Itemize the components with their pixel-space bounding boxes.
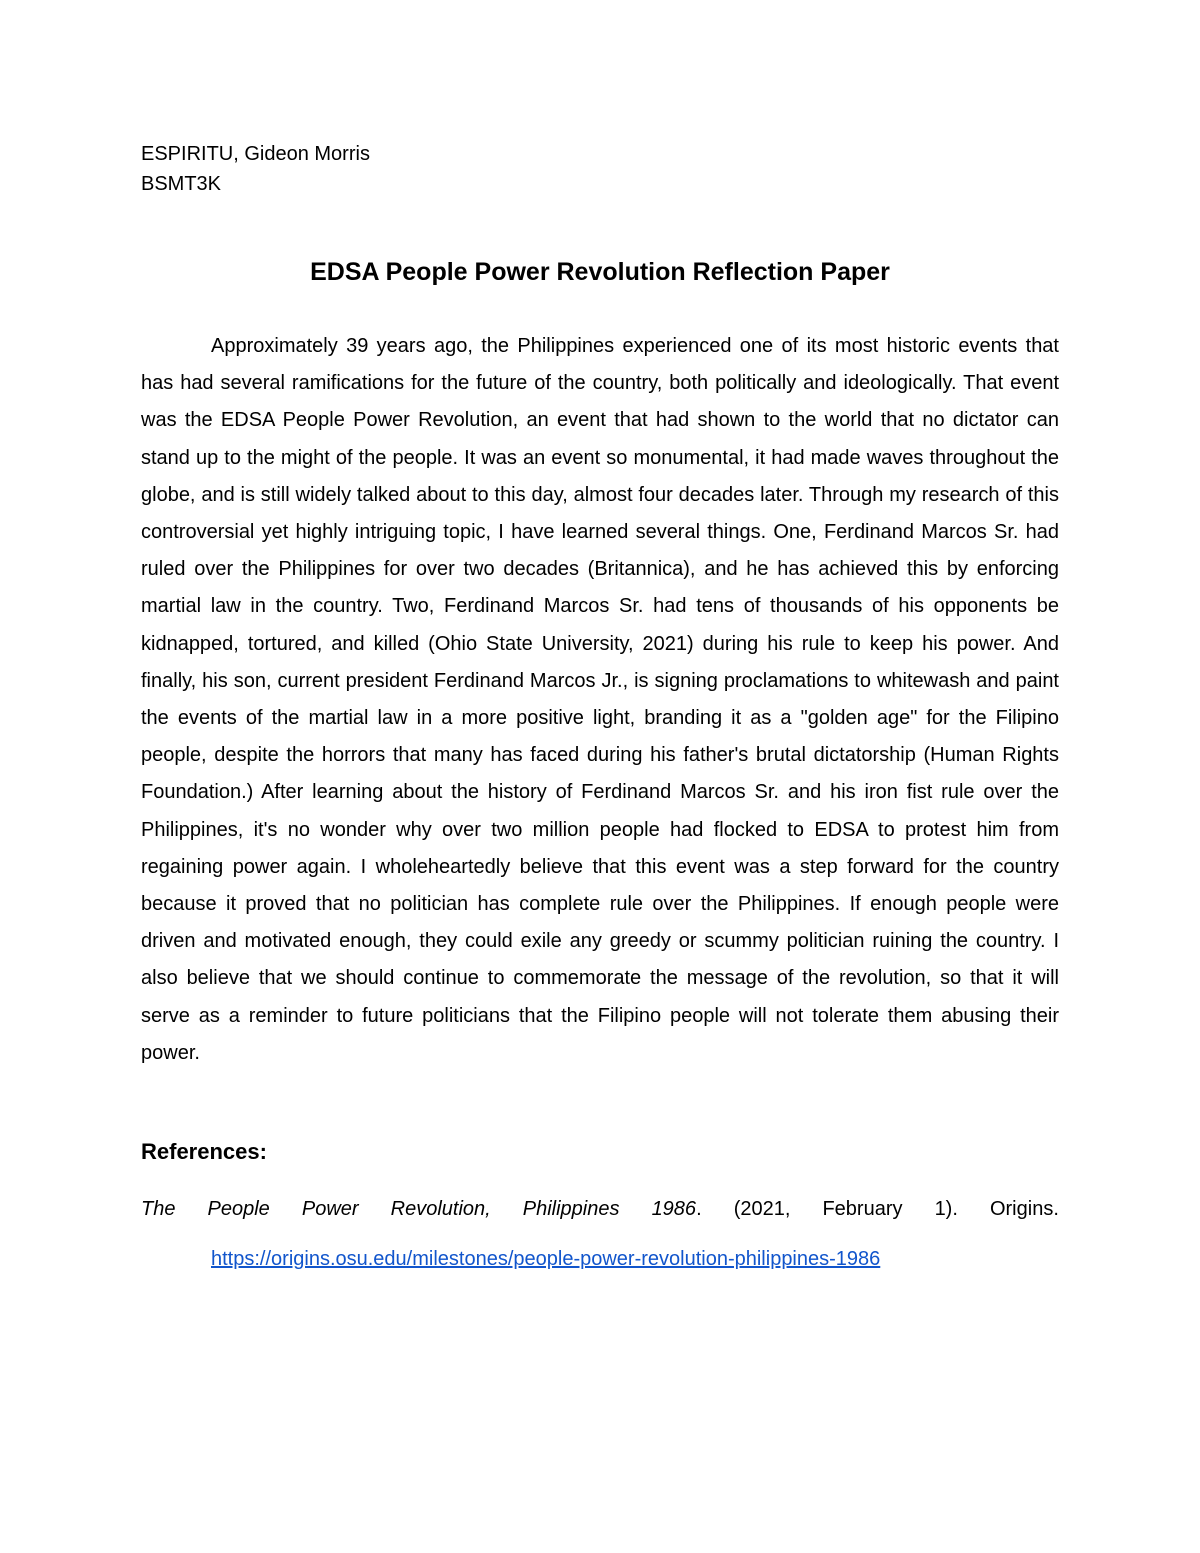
reference-publisher: Origins. xyxy=(989,1198,1059,1220)
paper-title: EDSA People Power Revolution Reflection Paper xyxy=(310,258,890,286)
section-code: BSMT3K xyxy=(141,173,222,195)
reference-title-word: People xyxy=(207,1198,270,1220)
reference-title-word: Philippines xyxy=(522,1198,620,1220)
reference-url-line xyxy=(141,1245,1059,1274)
body-paragraph: Approximately 39 years ago, the Philippines experienced one of its most historic events that has had several ramifications for the future of the country, both politically and ideologically. That event was the EDSA People Power Revolution, an event that had shown to the world that no dictator can stand up to the might of the people. It was an event so monumental, it had made waves throughout the globe, and is still widely talked about to this day, almost four decades later. Through my research of this controversial yet highly intriguing topic, I have learned several things. One, Ferdinand Marcos Sr. had ruled over the Philippines for over two decades (Britannica), and he has achieved this by enforcing martial law in the country. Two, Ferdinand Marcos Sr. had tens of thousands of his opponents be kidnapped, tortured, and killed (Ohio State University, 2021) during his rule to keep his power. And finally, his son, current president Ferdinand Marcos Jr., is signing proclamations to whitewash and paint the events of the martial law in a more positive light, branding it as a "golden age" for the Filipino people, despite the horrors that many has faced during his father's brutal dictatorship (Human Rights Foundation.) After learning about the history of Ferdinand Marcos Sr. and his iron fist rule over the Philippines, it's no wonder why over two million people had flocked to EDSA to protest him from regaining power again. I wholeheartedly believe that this event was a step forward for the country because it proved that no politician has complete rule over the Philippines. If enough people were driven and motivated enough, they could exile any greedy or scummy politician ruining the country. I also believe that we should continue to commemorate the message of the revolution, so that it will serve as a reminder to future politicians that the Filipino people will not tolerate them abusing their power. xyxy=(141,335,1059,1064)
reference-citation-line xyxy=(141,1195,1059,1224)
reference-date-word: February xyxy=(822,1198,903,1220)
references-heading: References: xyxy=(141,1139,267,1164)
reference-title-word: Power xyxy=(301,1198,359,1220)
reference-title-word: Revolution, xyxy=(390,1198,491,1220)
reference-title-word: 1986 xyxy=(651,1198,697,1220)
reference-date-word: (2021, xyxy=(733,1198,791,1220)
reference-date-word: 1). xyxy=(934,1198,958,1220)
author-name: ESPIRITU, Gideon Morris xyxy=(141,143,370,165)
reference-title-end: 1986. xyxy=(651,1198,702,1220)
reference-entry xyxy=(141,1195,1059,1274)
reference-url-link[interactable]: https://origins.osu.edu/milestones/people-power-revolution-philippines-1986 xyxy=(211,1248,881,1270)
reference-title-word: The xyxy=(141,1198,176,1220)
